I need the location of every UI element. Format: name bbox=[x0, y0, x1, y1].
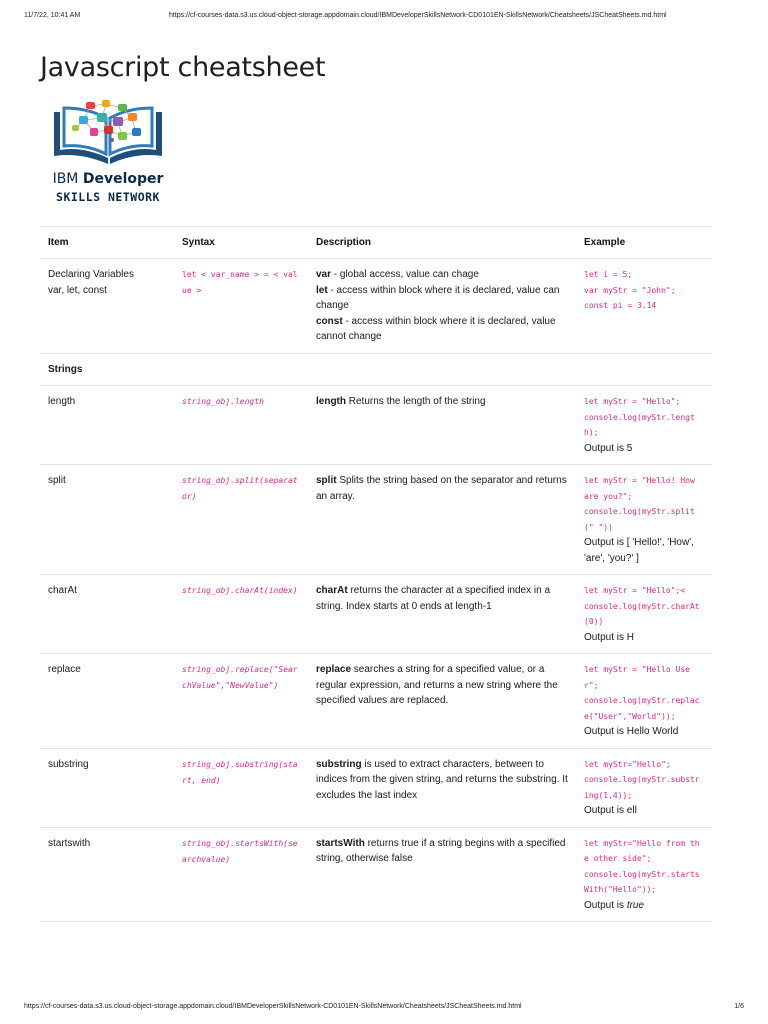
cell-description bbox=[308, 827, 576, 922]
cell-example bbox=[576, 386, 712, 465]
description-text: Returns the length of the string bbox=[346, 396, 486, 407]
description-text: - access within block where it is declared, value cannot change bbox=[316, 315, 556, 342]
cell-syntax: string_obj.length bbox=[174, 386, 308, 465]
print-datetime: 11/7/22, 10:41 AM bbox=[24, 12, 81, 19]
cell-example bbox=[576, 259, 712, 354]
book-network-icon bbox=[50, 98, 168, 170]
print-footer-url: https://cf-courses-data.s3.us.cloud-object-storage.appdomain.cloud/IBMDeveloperSkillsNetwork-CD0101EN-SkillsNetwork/Cheatsheets/JSCheatSheets.md.html bbox=[24, 1003, 522, 1010]
example-output: Output is H bbox=[584, 631, 635, 643]
cell-example bbox=[576, 654, 712, 749]
cell-syntax: string_obj.startsWith(searchvalue) bbox=[174, 827, 308, 922]
table-row bbox=[40, 748, 712, 827]
description-term: length bbox=[316, 396, 346, 407]
item-name: startswith bbox=[48, 837, 91, 849]
cell-example bbox=[576, 465, 712, 575]
example-output bbox=[584, 898, 704, 914]
page-number: 1/6 bbox=[734, 1003, 744, 1010]
example-code-line: let myStr="Hello"; bbox=[584, 759, 671, 769]
example-code-line: let myStr = "Hello";< bbox=[584, 586, 686, 595]
description-term: substring bbox=[316, 758, 362, 770]
example-output: Output is 5 bbox=[584, 442, 633, 454]
cell-item bbox=[40, 654, 174, 749]
description-text: Splits the string based on the separator and returns an array. bbox=[316, 475, 567, 502]
cheatsheet-table bbox=[40, 226, 712, 922]
logo-text-skills-network: SKILLS NETWORK bbox=[56, 190, 160, 204]
description-term: replace bbox=[316, 664, 352, 675]
description-term: let bbox=[316, 284, 328, 296]
description-text: returns true if a string begins with a specified string, otherwise false bbox=[316, 837, 566, 864]
table-row bbox=[40, 827, 712, 922]
section-heading: Strings bbox=[40, 353, 712, 386]
example-code-line: let i = 5; bbox=[584, 270, 633, 279]
cell-description bbox=[308, 386, 576, 465]
cell-syntax: string_obj.charAt(index) bbox=[174, 575, 308, 654]
example-code-line: let myStr="Hello from the other side"; bbox=[584, 838, 700, 863]
example-output: Output is ell bbox=[584, 805, 637, 816]
description-text: - access within block where it is declared, value can change bbox=[316, 284, 560, 311]
example-code-line: console.log(myStr.charAt(0)) bbox=[584, 601, 700, 626]
cell-example bbox=[576, 748, 712, 827]
table-row bbox=[40, 654, 712, 749]
table-row bbox=[40, 465, 712, 575]
description-term: charAt bbox=[316, 585, 348, 596]
header-syntax: Syntax bbox=[174, 227, 308, 259]
example-code-line: console.log(myStr.length); bbox=[584, 412, 695, 437]
item-name: charAt bbox=[48, 585, 77, 596]
section-row bbox=[40, 353, 712, 386]
description-text: returns the character at a specified index in a string. Index starts at 0 ends at length-1 bbox=[316, 585, 551, 612]
example-code-line: console.log(myStr.split(" ")) bbox=[584, 507, 695, 532]
description-text: - global access, value can chage bbox=[331, 269, 479, 280]
cell-example bbox=[576, 827, 712, 922]
table-row bbox=[40, 575, 712, 654]
item-name: substring bbox=[48, 758, 89, 770]
cell-syntax: let < var_name > = < value > bbox=[174, 259, 308, 354]
description-term: const bbox=[316, 315, 343, 327]
example-output: Output is Hello World bbox=[584, 726, 679, 737]
description-term: startsWith bbox=[316, 837, 365, 849]
example-code-line: let myStr = "Hello User"; bbox=[584, 665, 690, 690]
cell-item bbox=[40, 465, 174, 575]
description-text: is used to extract characters, between to indices from the given string, and returns the substring. It excludes the last index bbox=[316, 758, 568, 801]
cell-item bbox=[40, 827, 174, 922]
description-term: split bbox=[316, 475, 337, 486]
print-header bbox=[24, 12, 744, 24]
cell-description bbox=[308, 575, 576, 654]
print-footer bbox=[24, 1003, 744, 1015]
example-code-line: console.log(myStr.replace("User","World")); bbox=[584, 696, 700, 721]
cell-item bbox=[40, 748, 174, 827]
cell-description bbox=[308, 259, 576, 354]
logo-text-ibm-developer: IBM Developer bbox=[52, 171, 164, 187]
table-header-row bbox=[40, 227, 712, 259]
description-text: searches a string for a specified value, or a regular expression, and returns a new string where the specified values are replaced. bbox=[316, 664, 558, 706]
description-term: var bbox=[316, 269, 332, 280]
item-name: length bbox=[48, 396, 76, 407]
example-code-line: console.log(myStr.substring(1,4)); bbox=[584, 775, 700, 800]
cell-syntax: string_obj.substring(start, end) bbox=[174, 748, 308, 827]
cell-syntax: string_obj.split(separator) bbox=[174, 465, 308, 575]
header-description: Description bbox=[308, 227, 576, 259]
page-title: Javascript cheatsheet bbox=[40, 52, 326, 83]
example-code-line: console.log(myStr.startsWith("Hello")); bbox=[584, 869, 700, 894]
cell-item bbox=[40, 386, 174, 465]
header-example: Example bbox=[576, 227, 712, 259]
item-name: replace bbox=[48, 664, 81, 675]
example-code-line: let myStr = "Hello! How are you?"; bbox=[584, 476, 695, 501]
cell-syntax: string_obj.replace("SearchValue","NewValue") bbox=[174, 654, 308, 749]
cell-description bbox=[308, 465, 576, 575]
cell-item bbox=[40, 575, 174, 654]
cell-example bbox=[576, 575, 712, 654]
example-code-line: const pi = 3.14 bbox=[584, 301, 657, 310]
example-code-line: let myStr = "Hello"; bbox=[584, 397, 681, 406]
print-url: https://cf-courses-data.s3.us.cloud-object-storage.appdomain.cloud/IBMDeveloperSkillsNetwork-CD0101EN-SkillsNetwork/Cheatsheets/JSCheatSheets.md.html bbox=[169, 12, 667, 19]
item-name: Declaring Variables bbox=[48, 269, 134, 280]
cell-description bbox=[308, 748, 576, 827]
item-name: split bbox=[48, 475, 66, 486]
example-output-value: true bbox=[626, 899, 645, 911]
table-row bbox=[40, 386, 712, 465]
table-row bbox=[40, 259, 712, 354]
example-output-prefix: Output is bbox=[584, 899, 627, 911]
cell-description bbox=[308, 654, 576, 749]
example-output: Output is [ 'Hello!', 'How', 'are', 'you?' ] bbox=[584, 537, 694, 564]
example-code-line: var myStr = "John"; bbox=[584, 285, 676, 295]
cell-item bbox=[40, 259, 174, 354]
ibm-skills-network-logo bbox=[50, 98, 168, 208]
item-name: var, let, const bbox=[48, 284, 107, 296]
header-item: Item bbox=[40, 227, 174, 259]
